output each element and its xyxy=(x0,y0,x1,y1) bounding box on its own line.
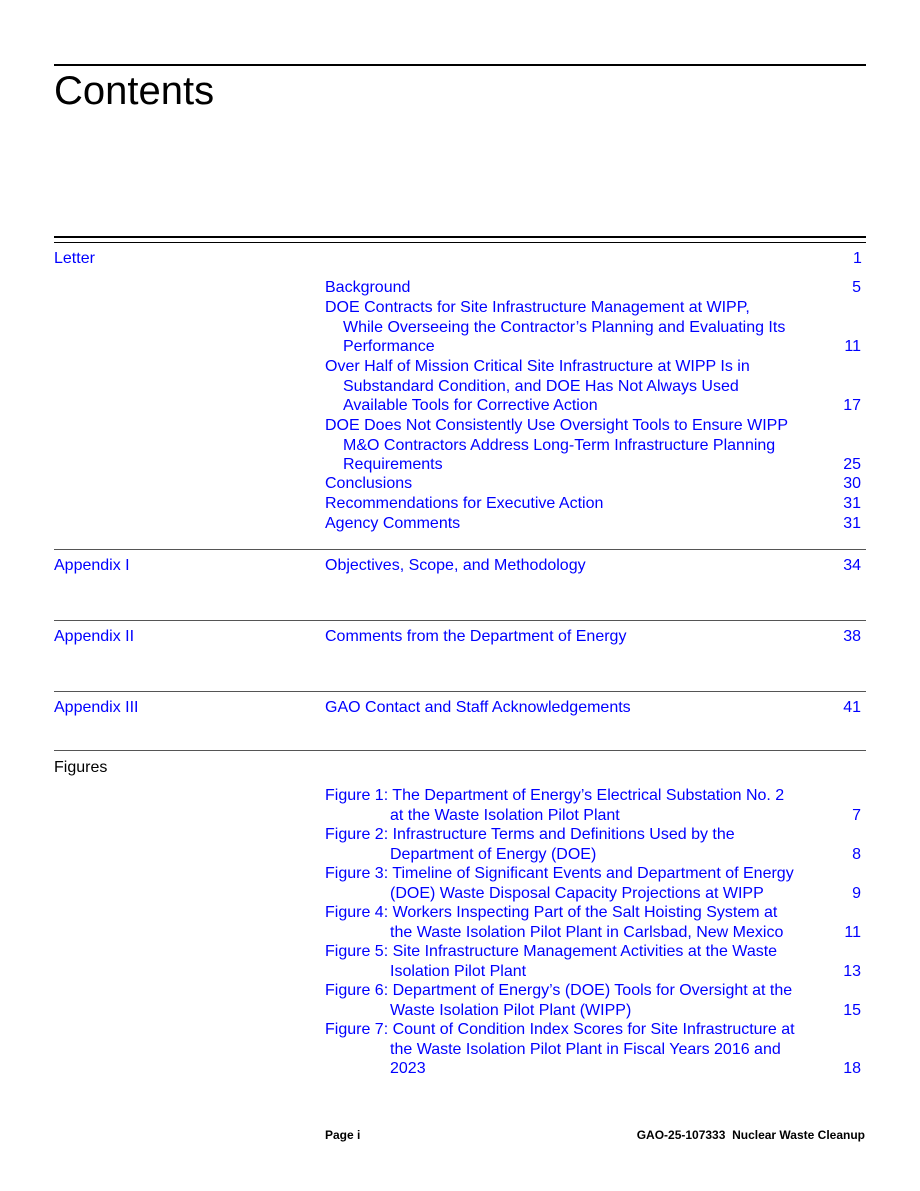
page-number: 8 xyxy=(852,845,861,863)
page-number: 34 xyxy=(843,557,861,574)
page-number: 30 xyxy=(843,475,861,492)
appendix-1-label[interactable]: Appendix I xyxy=(54,557,130,574)
toc-entry-appendix-1[interactable]: Objectives, Scope, and Methodology 34 xyxy=(325,557,861,574)
section-rule-thin xyxy=(54,242,866,243)
page-number: 5 xyxy=(852,279,861,296)
toc-entry-figure-3[interactable]: Figure 3: Timeline of Significant Events and Department of Energy (DOE) Waste Disposal Capacity Projections at WIPP 9 xyxy=(325,865,861,902)
page-title: Contents xyxy=(54,69,215,113)
page-number: 41 xyxy=(843,699,861,716)
page-number: 25 xyxy=(843,456,861,474)
page-number: 18 xyxy=(843,1060,861,1078)
page-number: 31 xyxy=(843,495,861,512)
toc-entry-figure-1[interactable]: Figure 1: The Department of Energy’s Electrical Substation No. 2 at the Waste Isolation Pilot Plant 7 xyxy=(325,787,861,824)
page-number: 11 xyxy=(844,338,861,356)
toc-entry-figure-4[interactable]: Figure 4: Workers Inspecting Part of the Salt Hoisting System at the Waste Isolation Pilot Plant in Carlsbad, New Mexico 11 xyxy=(325,904,861,941)
page-number: 13 xyxy=(843,962,861,980)
toc-entry-agency-comments[interactable]: Agency Comments 31 xyxy=(325,515,861,532)
letter-page[interactable]: 1 xyxy=(853,250,862,267)
page-number: 31 xyxy=(843,515,861,532)
page-number: 17 xyxy=(843,397,861,415)
toc-entry-doe-contracts[interactable]: DOE Contracts for Site Infrastructure Management at WIPP, While Overseeing the Contractor’s Planning and Evaluating Its Performance 11 xyxy=(325,299,861,356)
toc-entry-conclusions[interactable]: Conclusions 30 xyxy=(325,475,861,492)
page-number: 7 xyxy=(852,806,861,824)
toc-entry-figure-6[interactable]: Figure 6: Department of Energy’s (DOE) Tools for Oversight at the Waste Isolation Pilot Plant (WIPP) 15 xyxy=(325,982,861,1019)
page-number: 9 xyxy=(852,884,861,902)
figures-heading: Figures xyxy=(54,759,108,776)
toc-entry-figure-7[interactable]: Figure 7: Count of Condition Index Scores for Site Infrastructure at the Waste Isolation Pilot Plant in Fiscal Years 2016 and 2023 18 xyxy=(325,1021,861,1078)
toc-entry-figure-2[interactable]: Figure 2: Infrastructure Terms and Definitions Used by the Department of Energy (DOE) 8 xyxy=(325,826,861,863)
toc-entry-infrastructure-condition[interactable]: Over Half of Mission Critical Site Infrastructure at WIPP Is in Substandard Condition, and DOE Has Not Always Used Available Tools for Corrective Action 17 xyxy=(325,358,861,415)
appendix-rule xyxy=(54,620,866,621)
toc-entry-oversight-tools[interactable]: DOE Does Not Consistently Use Oversight Tools to Ensure WIPP M&O Contractors Address Long-Term Infrastructure Planning Requirements 25 xyxy=(325,417,861,474)
footer-report-id: GAO-25-107333 Nuclear Waste Cleanup xyxy=(636,1128,865,1142)
page-number: 11 xyxy=(844,923,861,941)
toc-entry-appendix-2[interactable]: Comments from the Department of Energy 38 xyxy=(325,628,861,645)
toc-entry-figure-5[interactable]: Figure 5: Site Infrastructure Management Activities at the Waste Isolation Pilot Plant 13 xyxy=(325,943,861,980)
letter-link[interactable]: Letter xyxy=(54,250,95,267)
footer-page-label: Page i xyxy=(325,1128,361,1142)
toc-entry-background[interactable]: Background 5 xyxy=(325,279,861,296)
page-number: 38 xyxy=(843,628,861,645)
section-rule-thick xyxy=(54,236,866,238)
appendix-3-label[interactable]: Appendix III xyxy=(54,699,139,716)
toc-entry-appendix-3[interactable]: GAO Contact and Staff Acknowledgements 41 xyxy=(325,699,861,716)
appendix-rule xyxy=(54,549,866,550)
appendix-2-label[interactable]: Appendix II xyxy=(54,628,135,645)
top-rule xyxy=(54,64,866,66)
page-number: 15 xyxy=(843,1001,861,1019)
toc-entry-recommendations[interactable]: Recommendations for Executive Action 31 xyxy=(325,495,861,512)
appendix-rule xyxy=(54,691,866,692)
figures-rule xyxy=(54,750,866,751)
